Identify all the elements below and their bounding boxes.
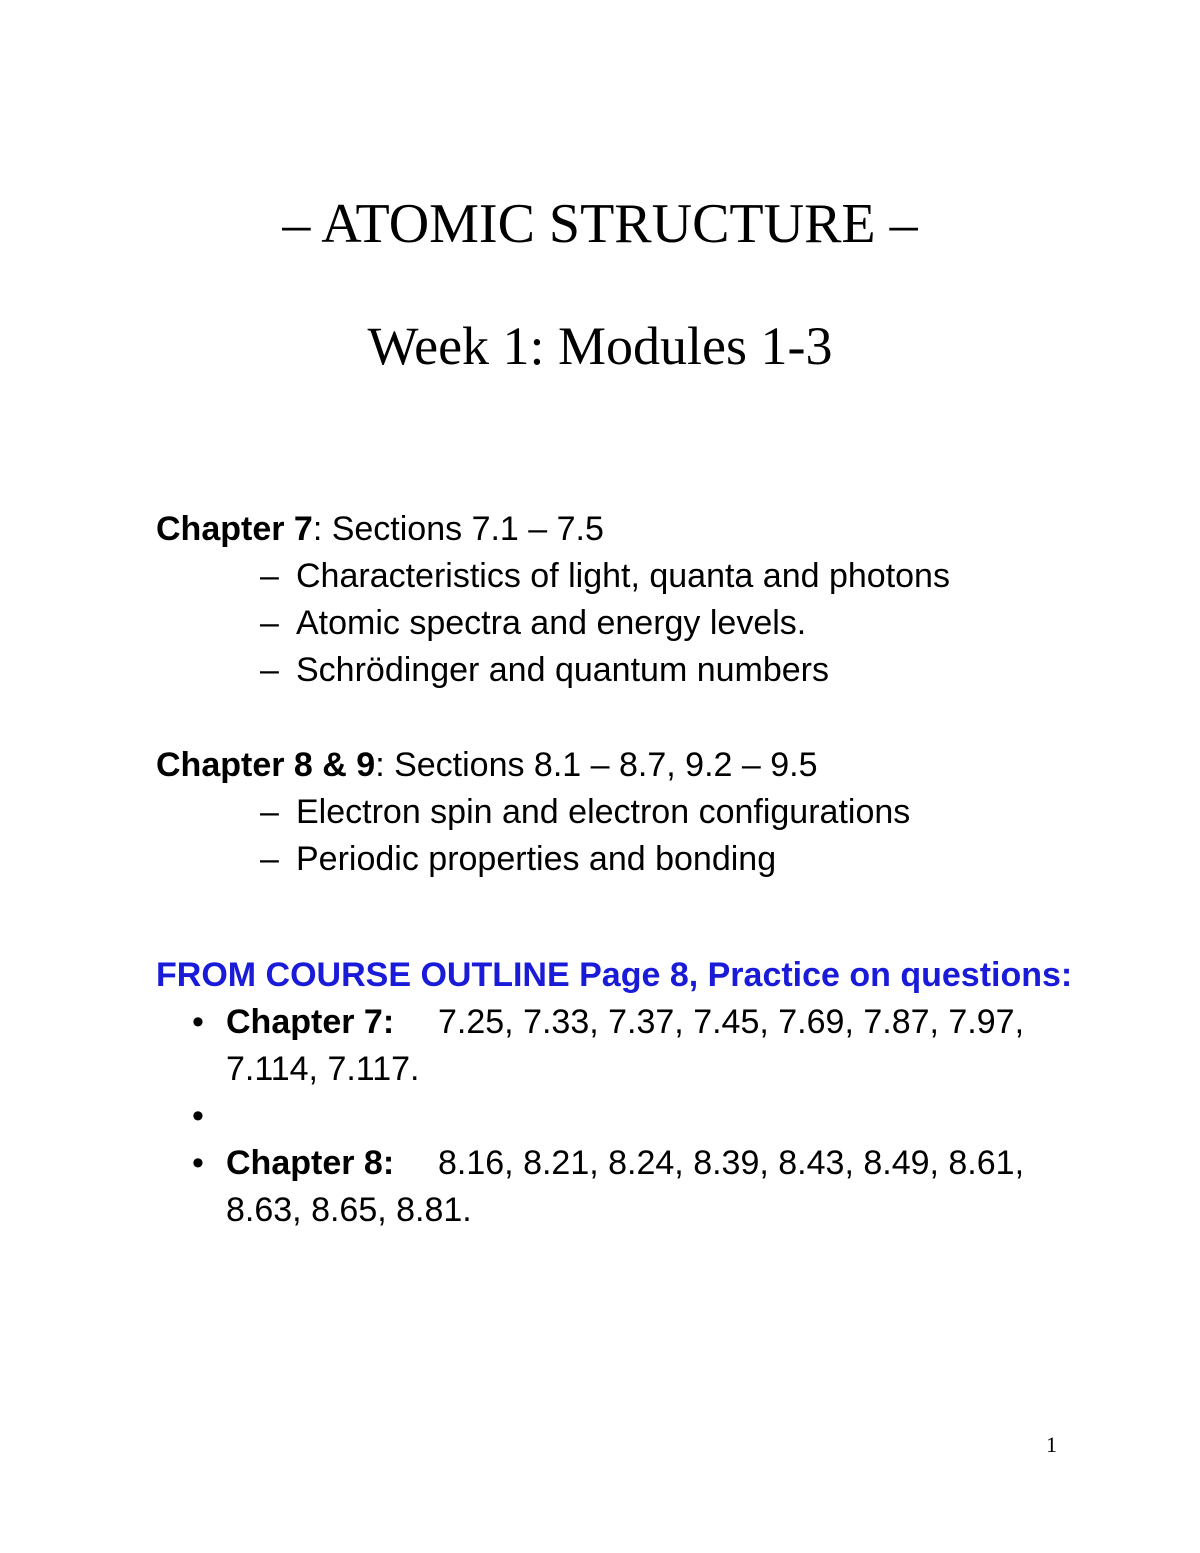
bullet-icon: • (192, 1097, 204, 1135)
chapter-7-heading (156, 506, 950, 553)
bullet-label: Chapter 7: (226, 1003, 395, 1041)
bullet-empty (156, 1093, 1072, 1140)
list-item-text: Schrödinger and quantum numbers (296, 651, 829, 689)
chapter-8-9-label: Chapter 8 & 9 (156, 746, 376, 784)
chapter-7-label: Chapter 7 (156, 510, 313, 548)
dash-icon: – (260, 651, 279, 689)
list-item-text: Characteristics of light, quanta and photons (296, 557, 950, 595)
chapter-7-section (156, 506, 950, 694)
dash-icon: – (260, 557, 279, 595)
chapter-8-9-heading (156, 742, 910, 789)
chapter-8-9-section (156, 742, 910, 883)
list-item (156, 789, 910, 836)
page-number: 1 (1046, 1432, 1057, 1457)
bullet-chapter-8 (156, 1140, 1072, 1234)
page-subtitle: Week 1: Modules 1-3 (367, 316, 833, 376)
bullet-icon: • (192, 1003, 204, 1041)
bullet-chapter-7 (156, 999, 1072, 1093)
dash-icon: – (260, 793, 279, 831)
list-item-text: Periodic properties and bonding (296, 840, 777, 878)
bullet-values-continued: 7.114, 7.117. (226, 1050, 420, 1088)
list-item (156, 647, 950, 694)
bullet-values: 8.16, 8.21, 8.24, 8.39, 8.43, 8.49, 8.61, (438, 1144, 1025, 1182)
list-item (156, 836, 910, 883)
list-item-text: Atomic spectra and energy levels. (296, 604, 807, 642)
list-item (156, 600, 950, 647)
list-item-text: Electron spin and electron configurations (296, 793, 911, 831)
bullet-values-continued: 8.63, 8.65, 8.81. (226, 1191, 472, 1229)
practice-heading: FROM COURSE OUTLINE Page 8, Practice on questions: (156, 956, 1073, 994)
practice-section (156, 952, 1072, 1234)
bullet-values: 7.25, 7.33, 7.37, 7.45, 7.69, 7.87, 7.97, (438, 1003, 1025, 1041)
chapter-7-sections: : Sections 7.1 – 7.5 (312, 510, 604, 548)
bullet-icon: • (192, 1144, 204, 1182)
bullet-label: Chapter 8: (226, 1144, 395, 1182)
dash-icon: – (260, 840, 279, 878)
list-item (156, 553, 950, 600)
dash-icon: – (260, 604, 279, 642)
page-title: – ATOMIC STRUCTURE – (282, 193, 918, 255)
chapter-8-9-sections: : Sections 8.1 – 8.7, 9.2 – 9.5 (375, 746, 818, 784)
